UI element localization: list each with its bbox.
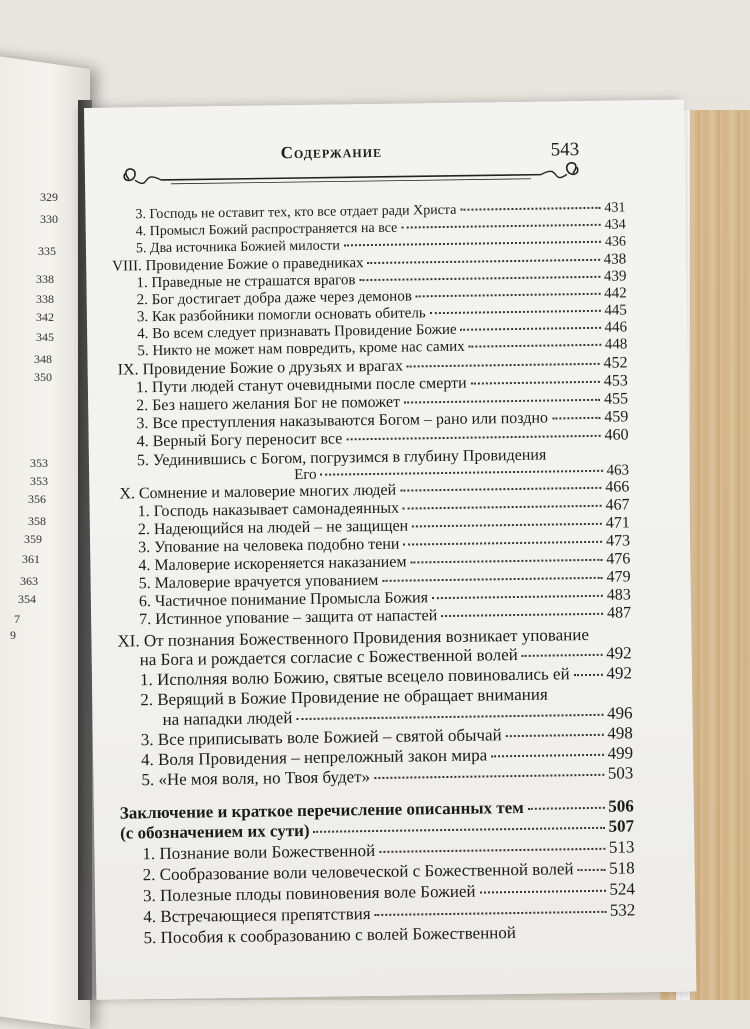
dot-leader [400, 487, 601, 492]
right-page [84, 100, 696, 1000]
dot-leader [401, 224, 600, 229]
toc-entry-page: 499 [607, 743, 634, 763]
toc-entry-title: VIII. Провидение Божие о праведниках [112, 255, 364, 275]
toc-entry-page: 492 [606, 663, 633, 683]
dot-leader [403, 505, 602, 510]
dot-leader [404, 399, 600, 404]
toc-entry-title: 2. Надеющийся на людей – не защищен [137, 517, 409, 539]
toc-entry-title: 4. Во всем следует признавать Провидение Божие [137, 321, 457, 343]
ornament-border [111, 157, 591, 198]
toc-entry-title: 1. Праведные не страшатся врагов [136, 272, 356, 292]
toc-entry-page: 479 [606, 568, 631, 586]
toc-entry-page: 476 [606, 550, 631, 568]
left-page-number-fragment: 356 [28, 492, 46, 506]
toc-entry-page: 446 [604, 319, 628, 336]
toc-entry-page: 498 [607, 723, 633, 743]
toc-entry-page: 460 [604, 426, 629, 444]
left-page-number-fragment: 342 [36, 310, 54, 324]
dot-leader [344, 241, 601, 247]
dot-leader [375, 911, 606, 916]
toc-entry-title: 6. Частичное понимание Промысла Божия [138, 589, 429, 611]
dot-leader [552, 417, 600, 420]
dot-leader [528, 807, 605, 810]
page-header [110, 127, 591, 194]
toc-entry-title: 5. Никто не может нам повредить, кроме нас самих [137, 338, 465, 360]
dot-leader [522, 654, 602, 657]
toc-entry-title: X. Сомнение и маловерие многих людей [119, 481, 397, 503]
toc-entry-title: 1. Исполняя волю Божию, святые всецело повиновались ей [139, 664, 570, 690]
toc-entry-title: XI. От познания Божественного Провидения возникает упование [117, 625, 590, 651]
toc-entry-title: на нападки людей [162, 708, 293, 729]
toc-entry-page: 487 [606, 604, 632, 622]
toc-entry-page: 452 [603, 354, 628, 372]
toc-entry-title: Заключение и краткое перечисление описанных тем [119, 797, 524, 823]
toc-entry-title: 5. Маловерие врачуется упованием [138, 571, 379, 593]
toc-entry-page: 503 [607, 763, 634, 783]
left-page-number-fragment: 330 [40, 212, 58, 226]
dot-leader [574, 674, 603, 676]
toc-entry-page: 524 [609, 879, 636, 899]
toc-entry-title: (с обозначением их сути) [119, 820, 310, 843]
page-number: 543 [550, 139, 580, 161]
dot-leader [460, 207, 600, 211]
toc-entry-title: 4. Встречающиеся препятствия [143, 904, 371, 927]
toc-entry-title: 3. Все приписывать воле Божией – святой обычай [140, 725, 502, 750]
dot-leader [407, 363, 600, 368]
dot-leader [374, 774, 604, 779]
toc-entry-page: 445 [604, 302, 627, 319]
toc-entry-page: 453 [603, 372, 628, 390]
toc-entry-title: 5. Пособия к сообразованию с волей Божественной [143, 923, 517, 948]
dot-leader [506, 734, 604, 737]
dot-leader [432, 595, 603, 599]
dot-leader [430, 310, 601, 314]
dot-leader [412, 523, 602, 528]
dot-leader [441, 613, 603, 617]
toc-entry-title: 1. Господь наказывает самонадеянных [137, 499, 400, 521]
dot-leader [416, 293, 600, 298]
left-page-number-fragment: 354 [18, 592, 36, 606]
dot-leader [382, 577, 602, 582]
dot-leader [296, 714, 603, 720]
toc-entry-title: 2. Верящий в Божие Провидение не обращает внимания [140, 684, 548, 710]
dot-leader [461, 327, 601, 331]
toc-entry-page: 473 [605, 532, 631, 550]
dot-leader [469, 344, 601, 348]
toc-entry-page: 442 [604, 285, 627, 302]
toc-entry-title: 3. Упование на человека подобно тени [138, 535, 400, 557]
dot-leader [321, 470, 603, 476]
dot-leader [411, 559, 603, 564]
dot-leader [471, 381, 600, 385]
dot-leader [314, 827, 605, 833]
left-page-number-fragment: 338 [36, 292, 54, 306]
toc-entry-page: 507 [608, 816, 635, 836]
left-page-number-fragment: 363 [20, 574, 38, 588]
toc-entry-page: 518 [609, 858, 635, 878]
left-page-number-fragment: 7 [14, 612, 20, 626]
left-page-number-fragment: 361 [22, 552, 40, 566]
toc-entry-title: 2. Без нашего желания Бог не поможет [136, 393, 401, 415]
toc-entry-title: 3. Господь не оставит тех, кто все отдает ради Христа [135, 202, 457, 223]
toc-entry-title: 5. Уединившись с Богом, погрузимся в глубину Провидения [136, 446, 547, 470]
left-page-number-fragment: 9 [10, 628, 16, 642]
toc-entry-title: 4. Воля Провидения – непреложный закон мира [140, 745, 488, 770]
toc-entry-page: 459 [604, 408, 629, 426]
toc-entry-title: 5. «Не моя воля, но Твоя будет» [141, 767, 371, 790]
left-page-number-fragment: 358 [28, 514, 46, 528]
toc-entry-title: 3. Как разбойники помогли основать обитель [136, 305, 426, 326]
toc-entry-page: 483 [606, 586, 631, 604]
toc-entry-page: 492 [606, 643, 632, 663]
left-page-number-fragment: 329 [40, 190, 58, 204]
toc-entry-page: 467 [605, 496, 630, 514]
toc-entry-page: 439 [603, 268, 627, 285]
toc-entry-page: 506 [608, 796, 634, 816]
toc-entry-title: 2. Сообразование воли человеческой с Божественной волей [142, 859, 574, 885]
toc-entry-title: 3. Все преступления наказываются Богом – рано или поздно [136, 409, 549, 433]
dot-leader [491, 754, 603, 758]
dot-leader [346, 435, 600, 441]
toc-entry-page: 434 [604, 217, 626, 233]
dot-leader [379, 848, 605, 853]
left-page-number-fragment: 345 [36, 330, 54, 344]
toc-entry-page: 431 [604, 200, 626, 216]
left-page-number-fragment: 353 [30, 456, 48, 470]
left-page-number-fragment: 335 [38, 244, 56, 258]
toc-entry-page: 463 [606, 462, 630, 479]
left-page-number-fragment: 353 [30, 474, 48, 488]
page-title: Содержание [280, 141, 383, 163]
toc-entry-title: 4. Верный Богу переносит все [136, 430, 343, 451]
toc-entry-title: IX. Провидение Божие о друзьях и врагах [117, 357, 404, 379]
left-page-number-fragment: 348 [34, 352, 52, 366]
toc-entry-title: 3. Полезные плоды повиновения воле Божией [142, 881, 476, 906]
toc-entry-page: 496 [606, 703, 633, 723]
toc-entry-page: 455 [603, 390, 629, 408]
left-page-number-fragment: 359 [24, 532, 42, 546]
toc-entry-title: 7. Истинное упование – защита от напастей [139, 607, 438, 629]
toc-entry-page: 438 [603, 251, 627, 268]
toc-entry-page: 466 [605, 478, 630, 496]
dot-leader [359, 276, 599, 281]
toc-entry-title: 1. Познание воли Божественной [142, 841, 376, 864]
toc-entry-page: 532 [609, 900, 636, 920]
dot-leader [578, 869, 606, 871]
dot-leader [480, 890, 606, 894]
toc-entry-page: 471 [605, 514, 630, 532]
toc-entry-title: 5. Два источника Божией милости [135, 238, 340, 257]
toc-entry-title: 1. Пути людей станут очевидными после смерти [135, 374, 467, 397]
toc-entry-title: Его [294, 466, 317, 484]
toc-entry-title: 2. Бог достигает добра даже через демонов [136, 288, 412, 309]
toc-entry-page: 436 [604, 234, 627, 250]
toc-entry-title: 4. Промысл Божий распространяется на все [135, 220, 398, 240]
left-page-number-fragment: 350 [34, 370, 52, 384]
dot-leader [368, 259, 600, 264]
toc-entry-title: 4. Маловерие искореняется наказанием [138, 553, 407, 575]
toc-entry-title: на Бога и рождается согласие с Божественной волей [139, 644, 518, 670]
toc-entry-page: 448 [604, 336, 628, 353]
dot-leader [403, 541, 602, 546]
left-page-number-fragment: 338 [36, 272, 54, 286]
toc-entry-page: 513 [608, 837, 635, 857]
